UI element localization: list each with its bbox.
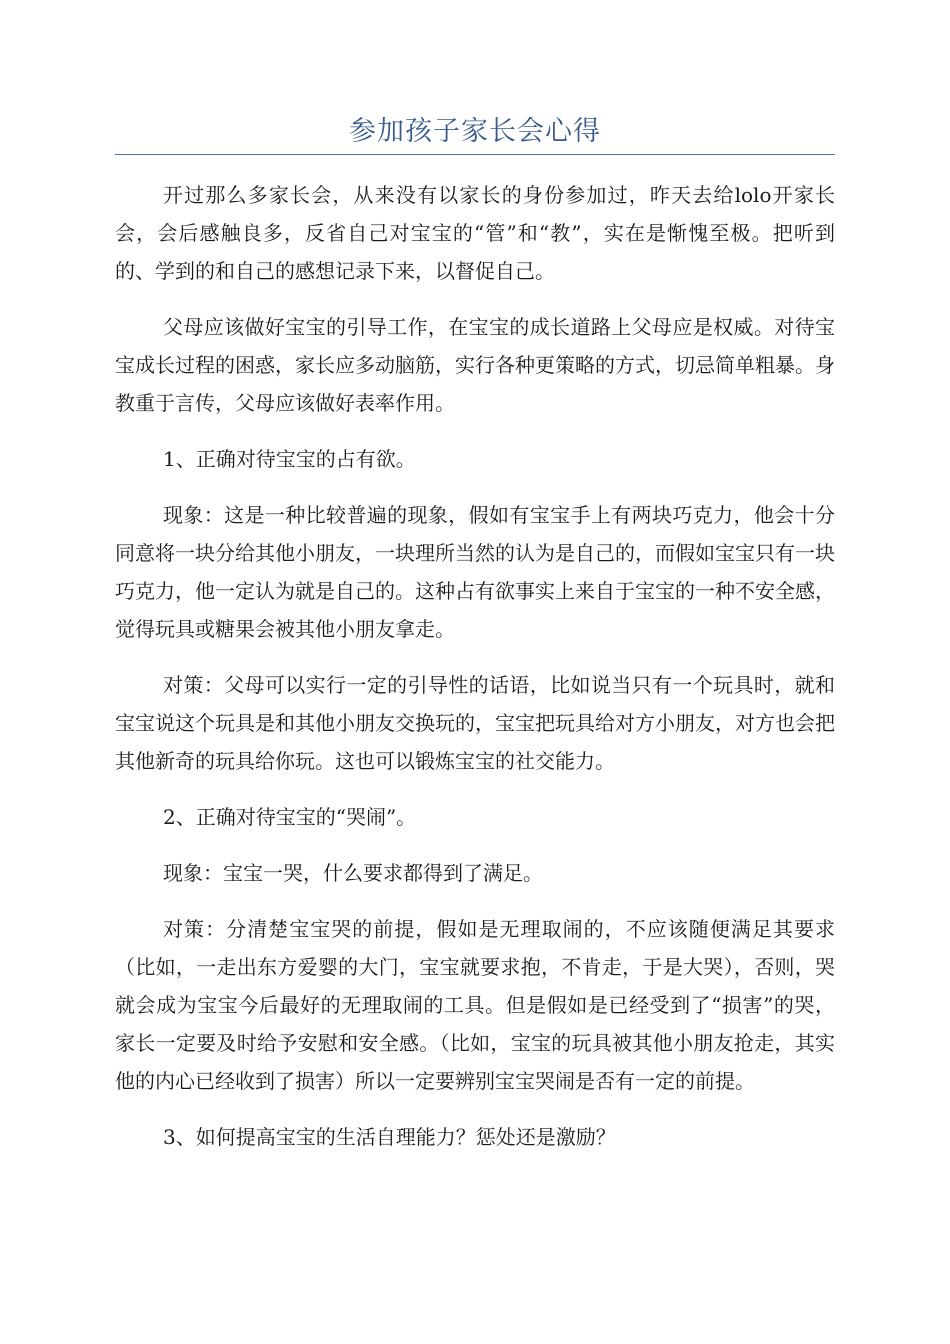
document-body (115, 176, 835, 1174)
paragraph-strategy-2: 对策：分清楚宝宝哭的前提，假如是无理取闹的，不应该随便满足其要求（比如，一走出东方爱婴的大门，宝宝就要求抱，不肯走，于是大哭），否则，哭就会成为宝宝今后最好的无理取闹的工具。但是假如是已经受到了“损害”的哭，家长一定要及时给予安慰和安全感。（比如，宝宝的玩具被其他小朋友抢走，其实他的内心已经收到了损害）所以一定要辨别宝宝哭闹是否有一定的前提。 (115, 917, 835, 1093)
paragraph-phenomenon-1: 现象：这是一种比较普遍的现象，假如有宝宝手上有两块巧克力，他会十分同意将一块分给其他小朋友，一块理所当然的认为是自己的，而假如宝宝只有一块巧克力，他一定认为就是自己的。这种占有欲事实上来自于宝宝的一种不安全感，觉得玩具或糖果会被其他小朋友拿走。 (115, 503, 835, 641)
paragraph-phenomenon-2: 现象：宝宝一哭，什么要求都得到了满足。 (163, 861, 543, 885)
section-heading-1: 1、正确对待宝宝的占有欲。 (163, 447, 416, 471)
paragraph-intro: 开过那么多家长会，从来没有以家长的身份参加过，昨天去给lolo开家长会，会后感触良多，反省自己对宝宝的“管”和“教”，实在是惭愧至极。把听到的、学到的和自己的感想记录下来，以督促自己。 (115, 183, 835, 283)
section-heading-2: 2、正确对待宝宝的“哭闹”。 (163, 805, 417, 829)
title-underline (115, 154, 835, 155)
section-heading-3: 3、如何提高宝宝的生活自理能力？惩处还是激励？ (163, 1125, 616, 1149)
paragraph-guidance: 父母应该做好宝宝的引导工作，在宝宝的成长道路上父母应是权威。对待宝宝成长过程的困惑，家长应多动脑筋，实行各种更策略的方式，切忌简单粗暴。身教重于言传，父母应该做好表率作用。 (115, 315, 835, 415)
document-title: 参加孩子家长会心得 (349, 116, 601, 147)
paragraph-strategy-1: 对策：父母可以实行一定的引导性的话语，比如说当只有一个玩具时，就和宝宝说这个玩具是和其他小朋友交换玩的，宝宝把玩具给对方小朋友，对方也会把其他新奇的玩具给你玩。这也可以锻炼宝宝的社交能力。 (115, 673, 835, 773)
